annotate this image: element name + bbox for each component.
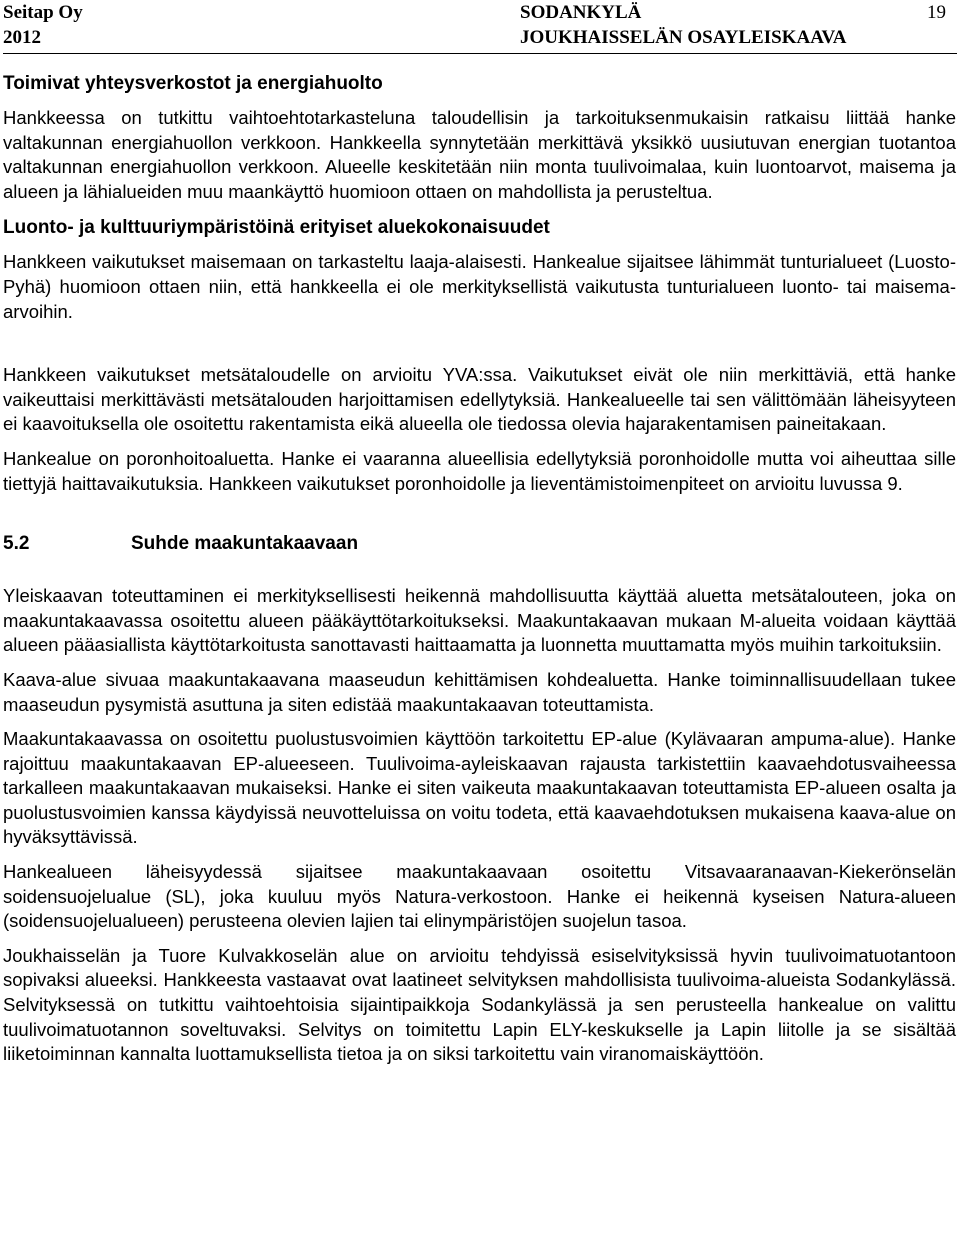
section-number: 5.2	[3, 533, 30, 555]
energy-heading: Toimivat yhteysverkostot ja energiahuolto	[3, 73, 383, 94]
header-municipality: SODANKYLÄ	[520, 2, 642, 23]
section-paragraph: Joukhaisselän ja Tuore Kulvakkoselän alue on arvioitu tehdyissä esiselvityksissä hyvin tuulivoimatuotantoon sopivaksi alueeksi. Hankkeesta vastaavat ovat laatineet selvityksen mahdollisista tuulivoima-alueista Sodankylässä. Selvityksessä on tutkittu vaihtoehtoisia sijaintipaikkoja Sodankylässä ja sen perusteella hankealue on valittu tuulivoimatuotannon soveltuvaksi. Selvitys on toimitettu Lapin ELY-keskukselle ja Lapin liitolle ja se sisältää liiketoiminnan kannalta luottamuksellista tietoa ja on siksi tarkoitettu vain viranomaiskäyttöön.	[3, 944, 956, 1065]
energy-paragraph: Hankkeessa on tutkittu vaihtoehtotarkasteluna taloudellisin ja tarkoituksenmukaisin ratkaisu liittää hanke valtakunnan energiahuollon verkkoon. Hankkeella synnytetään merkittävä yksikkö uusiutuvan energian tuotantoa valtakunnan energiahuollon verkkoon. Alueelle keskitetään niin monta tuulivoimalaa, kuin luontoarvot, maisema ja alueen ja lähialueiden muu maankäyttö huomioon ottaen on mahdollista ja perusteltua.	[3, 107, 956, 202]
page-number: 19	[927, 2, 946, 23]
nature-paragraph-3: Hankealue on poronhoitoaluetta. Hanke ei vaaranna alueellisia edellytyksiä poronhoidolle mutta voi aiheuttaa sille tiettyjä haittavaikutuksia. Hankkeen vaikutukset poronhoidolle ja lieventämistoimenpiteet on arvioitu luvussa 9.	[3, 447, 956, 494]
section-title: Suhde maakuntakaavaan	[131, 533, 359, 555]
section-heading	[3, 532, 956, 556]
page-header	[0, 0, 960, 60]
header-divider	[3, 53, 957, 54]
nature-heading: Luonto- ja kulttuuriympäristöinä erityiset aluekokonaisuudet	[3, 217, 550, 239]
nature-paragraph-2: Hankkeen vaikutukset metsätaloudelle on arvioitu YVA:ssa. Vaikutukset eivät ole niin merkittäviä, että hanke vaikeuttaisi merkittävästi metsätalouden harjoittamisen edellytyksiä. Hankealueelle tai sen välittömään läheisyyteen ei kaavoituksella ole osoitettu rakentamista eikä alueella ole tiedossa olevia hajarakentamisen paineitakaan.	[3, 364, 956, 435]
document-body	[3, 62, 956, 1067]
section-paragraph: Kaava-alue sivuaa maakuntakaavana maaseudun kehittämisen kohdealuetta. Hanke toiminnallisuudellaan tukee maaseudun pysymistä asuttuna ja siten edistää maakuntakaavan toteuttamista.	[3, 668, 956, 715]
section-paragraph: Yleiskaavan toteuttaminen ei merkityksellisesti heikennä mahdollisuutta käyttää aluetta metsätalouteen, joka on maakuntakaavassa osoitettu alueen pääkäyttötarkoitukseksi. Maakuntakaavan mukaan M-alueita voidaan käyttää alueen pääasiallista käyttötarkoitusta sanottavasti haittaamatta ja luonnetta muuttamatta myös muihin tarkoituksiin.	[3, 585, 956, 656]
header-year: 2012	[3, 27, 41, 48]
header-company: Seitap Oy	[3, 2, 83, 23]
header-plan-name: JOUKHAISSELÄN OSAYLEISKAAVA	[520, 27, 847, 48]
section-paragraph: Maakuntakaavassa on osoitettu puolustusvoimien käyttöön tarkoitettu EP-alue (Kylävaaran ampuma-alue). Hanke rajoittuu maakuntakaavan EP-alueeseen. Tuulivoima-ayleiskaavan rajausta tarkistettiin kaavaehdotusvaiheessa tarkalleen maakuntakaavan mukaiseksi. Hanke ei siten vaikeuta maakuntakaavan toteuttamista EP-alueen osalta ja puolustusvoimien kanssa käydyissä neuvotteluissa on voitu todeta, että kaavaehdotuksen mukaisena kaava-alue on hyväksyttävissä.	[3, 728, 956, 848]
nature-paragraph-1: Hankkeen vaikutukset maisemaan on tarkasteltu laaja-alaisesti. Hankealue sijaitsee lähimmät tunturialueet (Luosto-Pyhä) huomioon ottaen niin, että hankkeella ei ole merkityksellistä vaikutusta tunturialueen luonto- tai maisema-arvoihin.	[3, 251, 956, 322]
section-paragraph: Hankealueen läheisyydessä sijaitsee maakuntakaavaan osoitettu Vitsavaaranaavan-Kiekerönselän soidensuojelualue (SL), joka kuuluu myös Natura-verkostoon. Hanke ei heikennä kyseisen Natura-alueen (soidensuojelualueen) perusteena olevien lajien tai elinympäristöjen suojelun tasoa.	[3, 861, 956, 932]
